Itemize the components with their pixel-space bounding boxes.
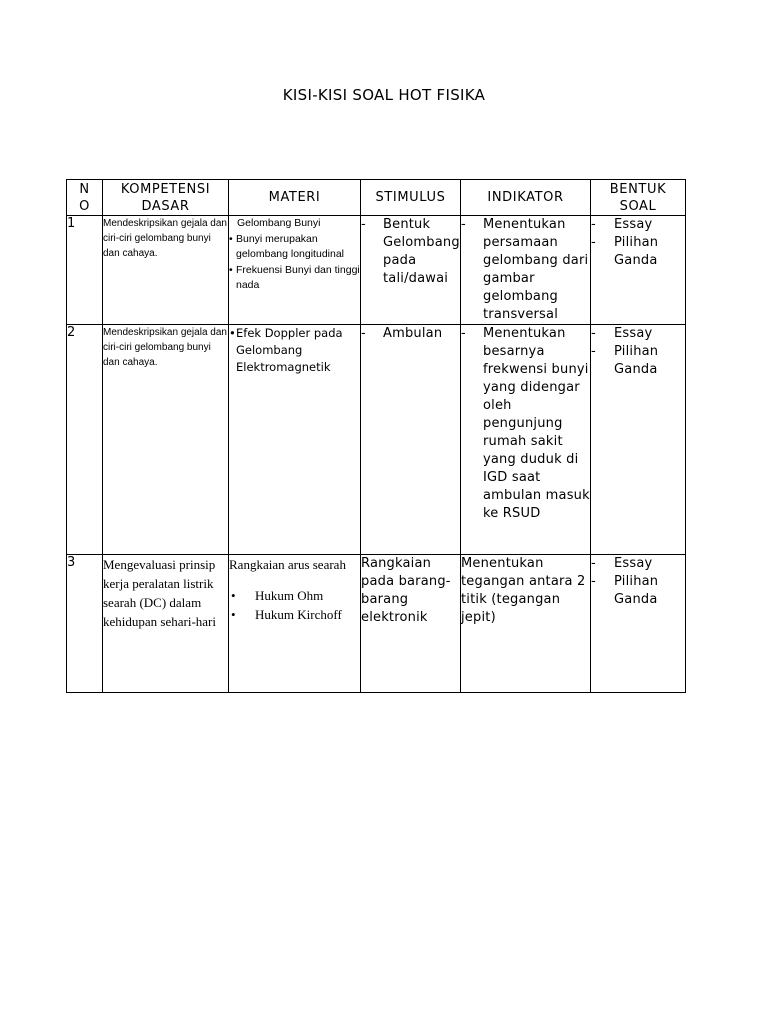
dash-marker: - [361, 326, 366, 341]
indikator-text: Menentukan tegangan antara 2 titik (tegangan jepit) [461, 556, 586, 625]
bullet-icon: • [231, 588, 236, 603]
materi-bullet: • Hukum Ohm [231, 588, 324, 603]
stimulus-text: Bentuk Gelombang pada tali/dawai [383, 217, 460, 286]
kisi-kisi-table [66, 179, 686, 693]
bullet-icon: • [229, 326, 236, 340]
materi-cell [229, 555, 361, 693]
bentuk-item: Pilihan Ganda [614, 574, 659, 607]
bullet-icon: • [231, 607, 236, 622]
header-bentuk-soal: BENTUK SOAL [591, 180, 686, 216]
bullet-icon: • [229, 263, 233, 276]
materi-cell [229, 216, 361, 325]
indikator-text: Menentukan besarnya frekwensi bunyi yang didengar oleh pengunjung rumah sakit yang duduk di IGD saat ambulan masuk ke RSUD [483, 326, 590, 521]
bentuk-item: Pilihan Ganda [614, 344, 659, 377]
kompetensi-cell: Mendeskripsikan gejala dan ciri-ciri gelombang bunyi dan cahaya. [103, 216, 229, 325]
materi-bullet: • Hukum Kirchoff [231, 607, 342, 622]
indikator-cell [461, 216, 591, 325]
kompetensi-cell: Mengevaluasi prinsip kerja peralatan listrik searah (DC) dalam kehidupan sehari-hari [103, 555, 229, 693]
stimulus-text: Rangkaian pada barang-barang elektronik [361, 556, 451, 625]
dash-marker: - [591, 217, 596, 232]
dash-marker: - [461, 326, 466, 341]
indikator-text: Menentukan persamaan gelombang dari gambar gelombang transversal [483, 217, 589, 322]
row-number: 3 [67, 555, 103, 693]
row-number: 2 [67, 325, 103, 555]
dash-marker: - [361, 217, 366, 232]
dash-marker: - [591, 574, 596, 589]
stimulus-text: Ambulan [383, 326, 443, 341]
bentuk-item: Pilihan Ganda [614, 235, 659, 268]
stimulus-cell [361, 555, 461, 693]
page-title: KISI-KISI SOAL HOT FISIKA [282, 86, 486, 104]
header-materi: MATERI [229, 180, 361, 216]
header-no: N O [67, 180, 103, 216]
bentuk-soal-cell [591, 216, 686, 325]
bentuk-item: Essay [614, 556, 653, 571]
header-row [67, 180, 686, 216]
table-row [67, 216, 686, 325]
materi-bullet: • Bunyi merupakan gelombang longitudinal [229, 232, 360, 263]
dash-marker: - [591, 326, 596, 341]
stimulus-cell [361, 216, 461, 325]
dash-marker: - [591, 344, 596, 359]
materi-heading: Rangkaian arus searah [229, 557, 346, 572]
materi-bullet: • Frekuensi Bunyi dan tinggi nada [229, 263, 360, 294]
bentuk-item: Essay [614, 217, 653, 232]
materi-cell [229, 325, 361, 555]
header-kompetensi: KOMPETENSI DASAR [103, 180, 229, 216]
kompetensi-cell: Mendeskripsikan gejala dan ciri-ciri gelombang bunyi dan cahaya. [103, 325, 229, 555]
indikator-cell [461, 555, 591, 693]
bullet-icon: • [229, 232, 233, 245]
dash-marker: - [591, 235, 596, 250]
bentuk-soal-cell [591, 555, 686, 693]
table-row [67, 555, 686, 693]
materi-heading: Gelombang Bunyi [237, 217, 321, 229]
materi-bullet: • Efek Doppler pada Gelombang Elektromagnetik [229, 326, 343, 374]
header-indikator: INDIKATOR [461, 180, 591, 216]
stimulus-cell [361, 325, 461, 555]
bentuk-item: Essay [614, 326, 653, 341]
bentuk-soal-cell [591, 325, 686, 555]
header-stimulus: STIMULUS [361, 180, 461, 216]
dash-marker: - [591, 556, 596, 571]
table-row [67, 325, 686, 555]
indikator-cell [461, 325, 591, 555]
dash-marker: - [461, 217, 466, 232]
row-number: 1 [67, 216, 103, 325]
